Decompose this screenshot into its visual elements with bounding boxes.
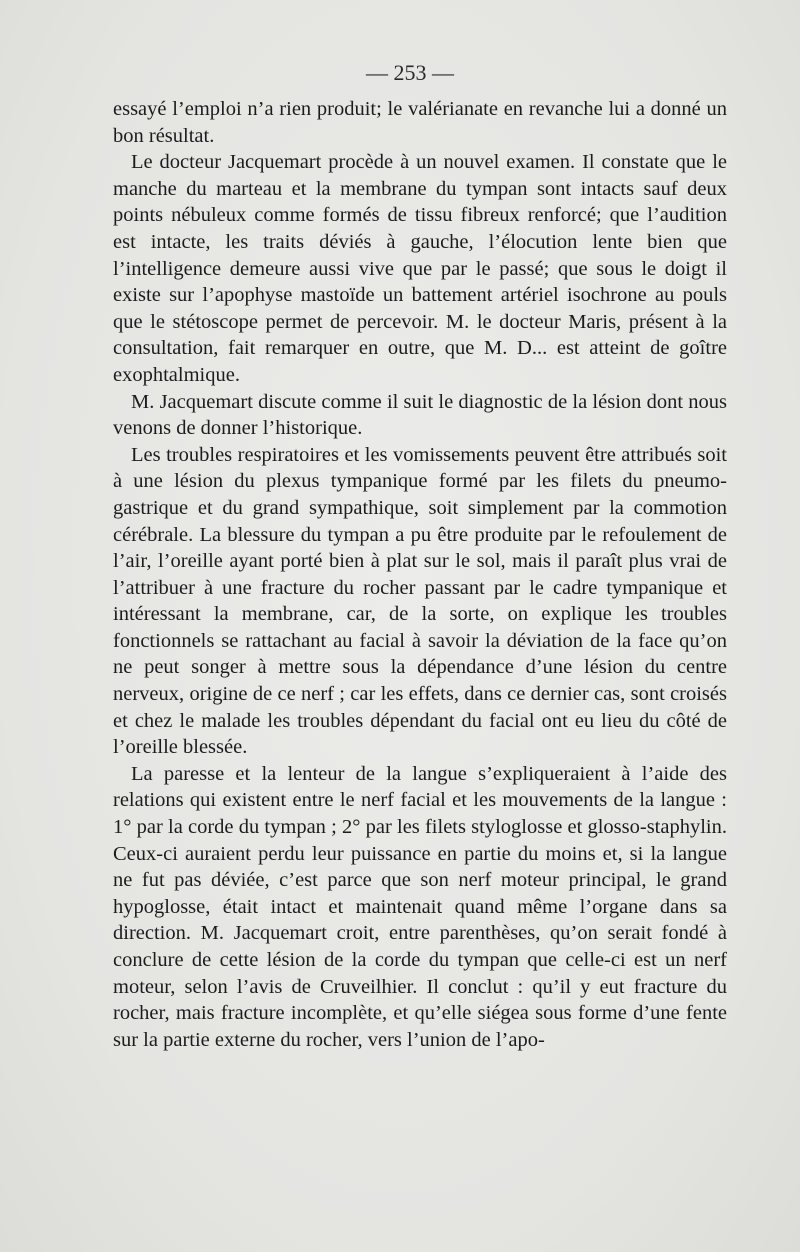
paragraph-tongue: La paresse et la lenteur de la langue s’expliqueraient à l’aide des relations qui existent entre le nerf facial et les mouvements de la langue : 1° par la corde du tympan ; 2° par les filets styloglosse et glosso-staphylin. Ceux-ci auraient perdu leur puissance en partie du moins et, si la langue ne fut pas déviée, c’est parce que son nerf moteur principal, le grand hypoglosse, était intact et maintenait quand même l’organe dans sa direction. M. Jacquemart croit, entre parenthèses, qu’on serait fondé à conclure de cette lésion de la corde du tympan que celle-ci est un nerf moteur, selon l’avis de Cruveilhier. Il conclut : qu’il y eut fracture du rocher, mais fracture incomplète, et qu’elle siégea sous forme d’une fente sur la partie externe du rocher, vers l’union de l’apo- [113, 762, 727, 1051]
paragraph-examination: Le docteur Jacquemart procède à un nouvel examen. Il constate que le manche du marteau et la membrane du tympan sont intacts sauf deux points nébuleux comme formés de tissu fibreux renforcé; que l’audition est intacte, les traits déviés à gauche, l’élocution lente bien que l’intelligence demeure aussi vive que par le passé; que sous le doigt il existe sur l’apophyse mastoïde un battement artériel isochrone au pouls que le stétoscope permet de percevoir. M. le docteur Maris, présent à la consultation, fait remarquer en outre, que M. D... est atteint de goître exophtalmique. [113, 151, 727, 386]
page-number: — 253 — [366, 60, 454, 85]
paragraph-continuation: essayé l’emploi n’a rien produit; le valérianate en revanche lui a donné un bon résultat. [113, 98, 727, 147]
body-text [113, 96, 727, 1053]
paragraph-respiratory-troubles: Les troubles respiratoires et les vomissements peuvent être attribués soit à une lésion du plexus tympanique formé par les filets du pneumo-gastrique et du grand sympathique, soit simplement par la commotion cérébrale. La blessure du tympan a pu être produite par le refoulement de l’air, l’oreille ayant porté bien à plat sur le sol, mais il paraît plus vrai de l’attribuer à une fracture du rocher passant par le cadre tympanique et intéressant la membrane, car, de la sorte, on explique les troubles fonctionnels se rattachant au facial à savoir la déviation de la face qu’on ne peut songer à mettre sous la dépendance d’une lésion du centre nerveux, origine de ce nerf ; car les effets, dans ce dernier cas, sont croisés et chez le malade les troubles dépendant du facial ont eu lieu du côté de l’oreille blessée. [113, 443, 727, 759]
paragraph-discussion: M. Jacquemart discute comme il suit le diagnostic de la lésion dont nous venons de donner l’historique. [113, 390, 727, 440]
